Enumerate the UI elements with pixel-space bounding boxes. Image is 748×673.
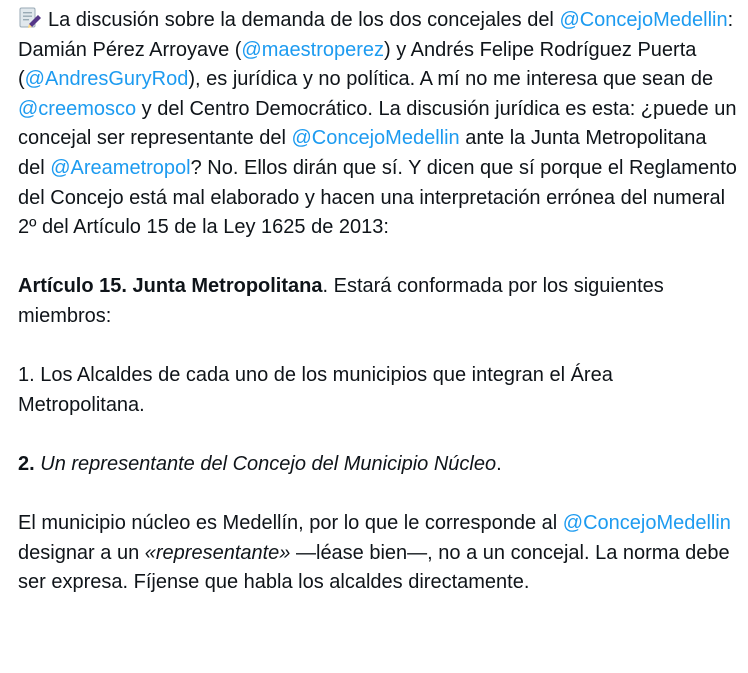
paragraph-2 [18, 272, 738, 331]
mention-concejomedellin[interactable]: @ConcejoMedellin [291, 127, 460, 150]
text-segment: y del Centro Democrático. La discusión jurídica es esta: ¿puede un concejal ser representante del [18, 97, 737, 150]
paragraph-4 [18, 450, 738, 480]
paragraph-gap [18, 480, 738, 510]
mention-creemosco[interactable]: @creemosco [18, 97, 137, 120]
text-segment: : Damián Pérez Arroyave ( [18, 9, 734, 61]
mention-maestroperez[interactable]: @maestroperez [241, 38, 384, 61]
memo-emoji-icon [18, 7, 42, 29]
italic-text: «representante» [144, 541, 291, 564]
article-heading: Artículo 15. Junta Metropolitana [18, 275, 323, 298]
paragraph-1 [18, 6, 738, 243]
tweet-text [18, 6, 738, 598]
text-segment: ? No. Ellos dirán que sí. Y dicen que sí porque el Reglamento del Concejo está mal elaborado y hacen una interpretación errónea del numeral 2º del Artículo 15 de la Ley 1625 de 2013: [18, 156, 737, 239]
text-segment: 1. Los Alcaldes de cada uno de los municipios que integran el Área Metropolitana. [18, 364, 613, 416]
mention-areametropol[interactable]: @Areametropol [50, 156, 191, 179]
text-segment: ), es jurídica y no política. A mí no me interesa que sean de [188, 68, 714, 91]
paragraph-gap [18, 420, 738, 450]
text-segment: La discusión sobre la demanda de los dos concejales del [48, 9, 560, 31]
italic-text: Un representante del Concejo del Municipio Núcleo [40, 452, 497, 475]
text-segment: designar a un [18, 541, 145, 564]
paragraph-gap [18, 332, 738, 362]
mention-concejomedellin[interactable]: @ConcejoMedellin [562, 512, 731, 535]
list-number: 2. [18, 452, 35, 475]
text-segment: . Estará conformada por los siguientes miembros: [18, 275, 664, 327]
text-segment: —léase bien—, no a un concejal. La norma debe ser expresa. Fíjense que habla los alcaldes directamente. [18, 541, 730, 594]
text-segment: ) y Andrés Felipe Rodríguez Puerta ( [18, 38, 697, 91]
text-segment: . [496, 452, 502, 475]
mention-andresguryrod[interactable]: @AndresGuryRod [24, 68, 189, 91]
paragraph-5 [18, 509, 738, 598]
text-segment: El municipio núcleo es Medellín, por lo que le corresponde al [18, 512, 563, 535]
paragraph-gap [18, 243, 738, 273]
mention-concejomedellin[interactable]: @ConcejoMedellin [559, 9, 728, 31]
text-segment: ante la Junta Metropolitana del [18, 127, 707, 179]
paragraph-3 [18, 361, 738, 420]
